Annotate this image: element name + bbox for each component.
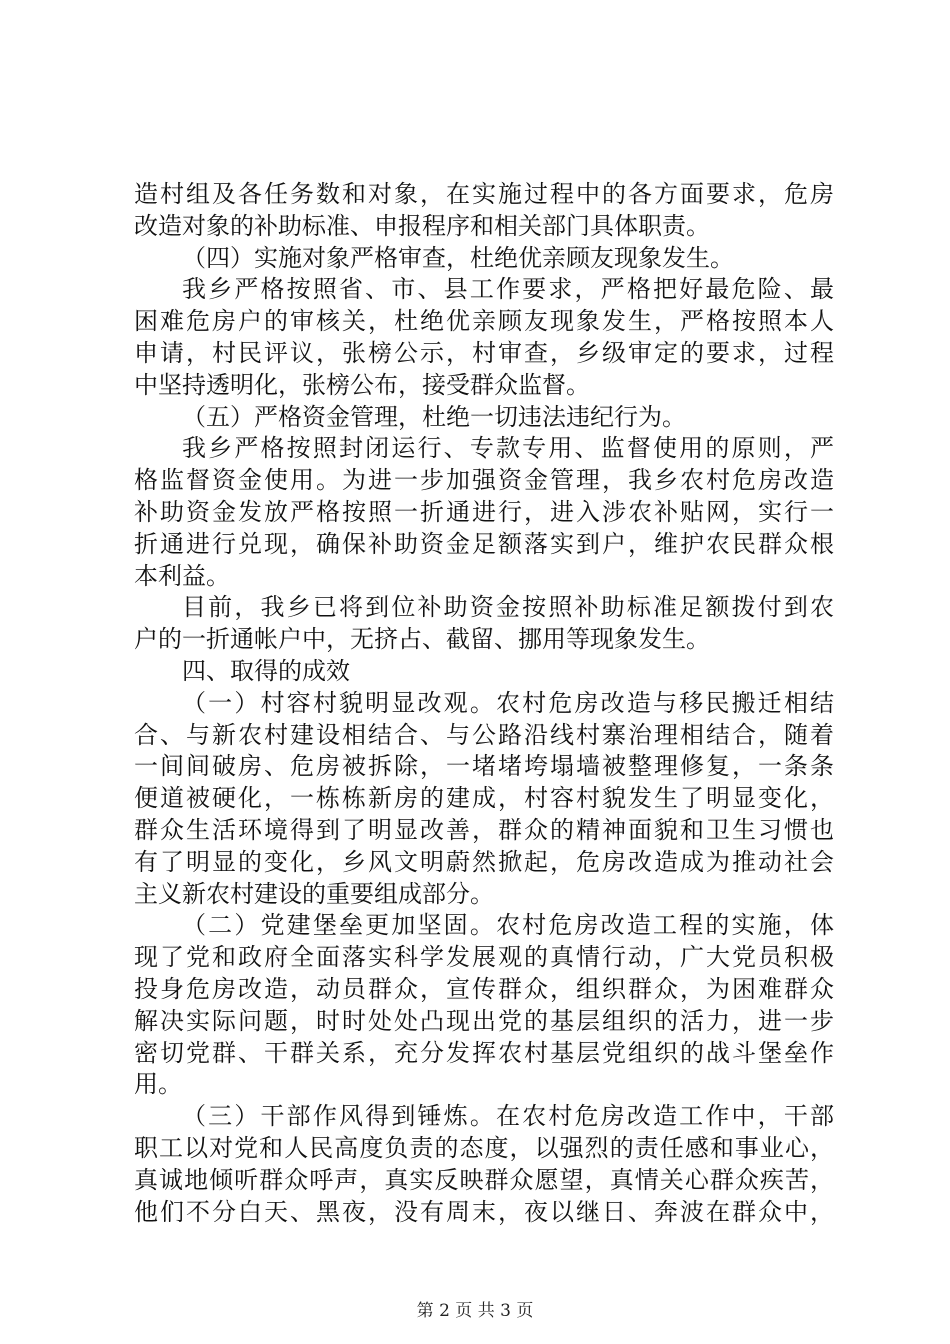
- text-line: 格监督资金使用。为进一步加强资金管理，我乡农村危房改造: [134, 466, 834, 495]
- text-line: 造村组及各任务数和对象，在实施过程中的各方面要求，危房: [134, 180, 834, 208]
- text-line: 现了党和政府全面落实科学发展观的真情行动，广大党员积极: [134, 943, 834, 972]
- text-line: 补助资金发放严格按照一折通进行，进入涉农补贴网，实行一: [134, 498, 834, 526]
- text-line: 便道被硬化，一栋栋新房的建成，村容村貌发生了明显变化，: [134, 784, 834, 813]
- text-line: 合、与新农村建设相结合、与公路沿线村寨治理相结合，随着: [134, 720, 834, 749]
- text-line: 折通进行兑现，确保补助资金足额落实到户，维护农民群众根: [134, 529, 834, 558]
- text-line: 中坚持透明化，张榜公布，接受群众监督。: [134, 370, 590, 399]
- text-line: 解决实际问题，时时处处凸现出党的基层组织的活力，进一步: [134, 1006, 834, 1035]
- text-line: （三）干部作风得到锤炼。在农村危房改造工作中，干部: [182, 1102, 834, 1131]
- text-line: 群众生活环境得到了明显改善，群众的精神面貌和卫生习惯也: [134, 816, 834, 844]
- text-line: 他们不分白天、黑夜，没有周末，夜以继日、奔波在群众中，: [134, 1197, 834, 1226]
- text-line: 改造对象的补助标准、申报程序和相关部门具体职责。: [134, 211, 710, 240]
- text-line: 我乡严格按照省、市、县工作要求，严格把好最危险、最: [182, 275, 834, 304]
- page-number-footer: 第 2 页 共 3 页: [416, 1301, 534, 1321]
- section-heading: 四、取得的成效: [182, 657, 350, 685]
- text-line: 目前，我乡已将到位补助资金按照补助标准足额拨付到农: [182, 593, 834, 622]
- section-heading: （四）实施对象严格审查，杜绝优亲顾友现象发生。: [182, 243, 734, 272]
- text-line: 有了明显的变化，乡风文明蔚然掀起，危房改造成为推动社会: [134, 847, 834, 876]
- text-line: 投身危房改造，动员群众，宣传群众，组织群众，为困难群众: [134, 975, 834, 1003]
- text-line: 困难危房户的审核关，杜绝优亲顾友现象发生，严格按照本人: [134, 307, 834, 336]
- text-line: 用。: [134, 1070, 182, 1099]
- text-line: 真诚地倾听群众呼声，真实反映群众愿望，真情关心群众疾苦，: [134, 1165, 834, 1194]
- text-line: 主义新农村建设的重要组成部分。: [134, 879, 494, 908]
- text-line: 一间间破房、危房被拆除，一堵堵垮塌墙被整理修复，一条条: [134, 752, 834, 781]
- text-line: 本利益。: [134, 561, 230, 590]
- section-heading: （五）严格资金管理，杜绝一切违法违纪行为。: [182, 402, 686, 431]
- text-line: （二）党建堡垒更加坚固。农村危房改造工程的实施，体: [182, 911, 834, 940]
- text-line: 我乡严格按照封闭运行、专款专用、监督使用的原则，严: [182, 434, 834, 463]
- text-line: 申请，村民评议，张榜公示，村审查，乡级审定的要求，过程: [134, 339, 834, 367]
- text-line: 密切党群、干群关系，充分发挥农村基层党组织的战斗堡垒作: [134, 1038, 834, 1067]
- text-line: （一）村容村貌明显改观。农村危房改造与移民搬迁相结: [182, 688, 834, 717]
- text-line: 户的一折通帐户中，无挤占、截留、挪用等现象发生。: [134, 625, 710, 654]
- text-line: 职工以对党和人民高度负责的态度，以强烈的责任感和事业心，: [134, 1134, 834, 1162]
